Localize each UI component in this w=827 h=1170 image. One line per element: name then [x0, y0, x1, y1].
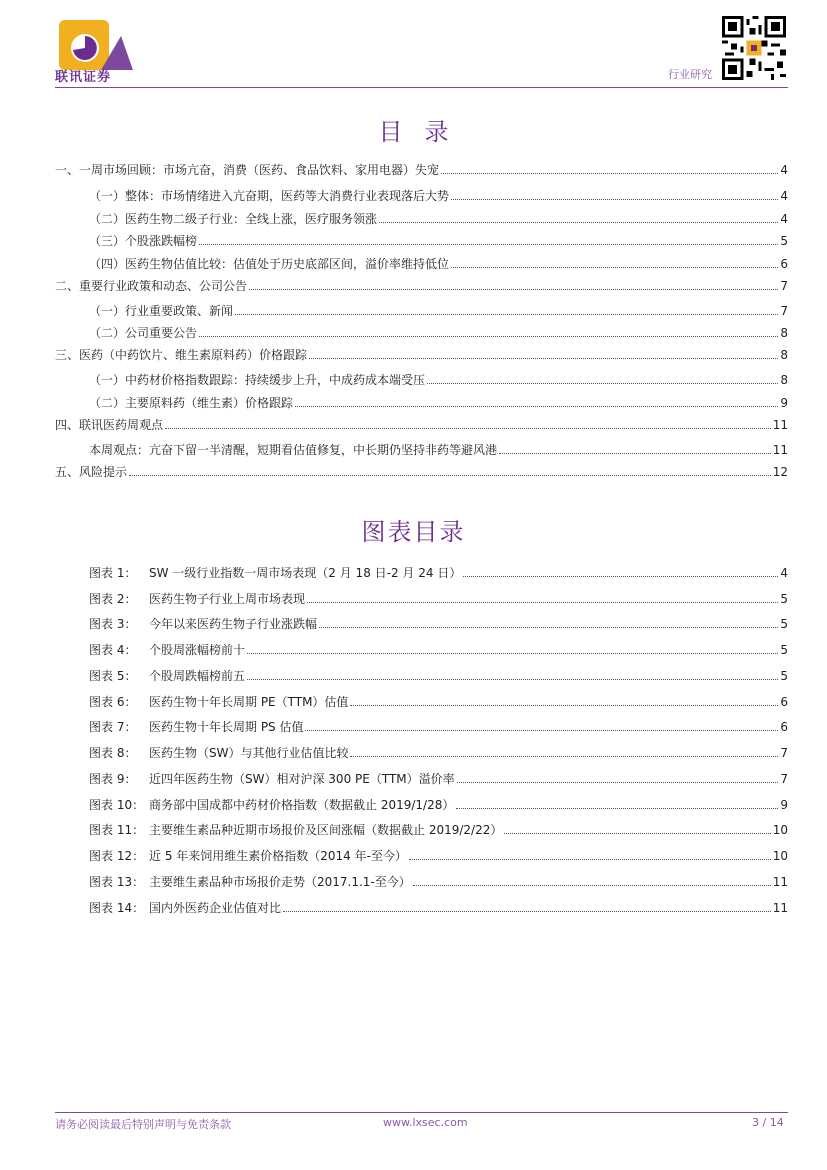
- footer-divider: [55, 1112, 788, 1113]
- qr-code-icon: [722, 16, 786, 80]
- toc-item[interactable]: 三、医药（中药饮片、维生素原料药）价格跟踪 8: [55, 348, 788, 362]
- toc-item[interactable]: （四）医药生物估值比较：估值处于历史底部区间，溢价率维持低位 6: [89, 257, 788, 271]
- page-indicator: 3 / 14: [752, 1116, 784, 1129]
- page-header: [0, 0, 827, 92]
- toc-item[interactable]: 二、重要行业政策和动态、公司公告 7: [55, 279, 788, 293]
- header-divider: [55, 87, 788, 88]
- figure-item[interactable]: 图表 3： 今年以来医药生物子行业涨跌幅 5: [89, 617, 788, 631]
- figure-item[interactable]: 图表 7： 医药生物十年长周期 PS 估值 6: [89, 720, 788, 734]
- logo-text: 联讯证券: [55, 70, 112, 85]
- figure-item[interactable]: 图表 8： 医药生物（SW）与其他行业估值比较 7: [89, 746, 788, 760]
- toc-item[interactable]: （二）公司重要公告 8: [89, 326, 788, 340]
- toc-item[interactable]: （一）中药材价格指数跟踪：持续缓步上升，中成药成本端受压 8: [89, 373, 788, 387]
- figure-item[interactable]: 图表 6： 医药生物十年长周期 PE（TTM）估值 6: [89, 695, 788, 709]
- footer-website-link[interactable]: www.lxsec.com: [383, 1116, 468, 1129]
- report-category: 行业研究: [668, 68, 712, 81]
- figure-item[interactable]: 图表 2： 医药生物子行业上周市场表现 5: [89, 592, 788, 606]
- footer-disclaimer-link[interactable]: 请务必阅读最后特别声明与免责条款: [55, 1118, 231, 1131]
- figure-item[interactable]: 图表 4： 个股周涨幅榜前十 5: [89, 643, 788, 657]
- toc-item[interactable]: （三）个股涨跌幅榜 5: [89, 234, 788, 248]
- toc-item[interactable]: 一、一周市场回顾：市场亢奋，消费（医药、食品饮料、家用电器）失宠 4: [55, 163, 788, 177]
- toc-item[interactable]: （一）整体：市场情绪进入亢奋期，医药等大消费行业表现落后大势 4: [89, 189, 788, 203]
- figure-item[interactable]: 图表 11： 主要维生素品种近期市场报价及区间涨幅（数据截止 2019/2/22） 10: [89, 823, 788, 837]
- toc-item[interactable]: 五、风险提示 12: [55, 465, 788, 479]
- figure-list-title: 图表目录: [361, 518, 466, 546]
- figure-item[interactable]: 图表 5： 个股周跌幅榜前五 5: [89, 669, 788, 683]
- figure-item[interactable]: 图表 9： 近四年医药生物（SW）相对沪深 300 PE（TTM）溢价率 7: [89, 772, 788, 786]
- figure-item[interactable]: 图表 14： 国内外医药企业估值对比 11: [89, 901, 788, 915]
- toc-item[interactable]: （一）行业重要政策、新闻 7: [89, 304, 788, 318]
- figure-item[interactable]: 图表 10： 商务部中国成都中药材价格指数（数据截止 2019/1/28） 9: [89, 798, 788, 812]
- figure-item[interactable]: 图表 1： SW 一级行业指数一周市场表现（2 月 18 日-2 月 24 日） 4: [89, 566, 788, 580]
- figure-item[interactable]: 图表 13： 主要维生素品种市场报价走势（2017.1.1-至今） 11: [89, 875, 788, 889]
- toc-item[interactable]: 本周观点：亢奋下留一半清醒，短期看估值修复，中长期仍坚持非药等避风港 11: [89, 443, 788, 457]
- toc-title: 目录: [378, 118, 471, 146]
- figure-item[interactable]: 图表 12： 近 5 年来饲用维生素价格指数（2014 年-至今） 10: [89, 849, 788, 863]
- toc-item[interactable]: （二）主要原料药（维生素）价格跟踪 9: [89, 396, 788, 410]
- toc-item[interactable]: 四、联讯医药周观点 11: [55, 418, 788, 432]
- toc-item[interactable]: （二）医药生物二级子行业：全线上涨，医疗服务领涨 4: [89, 212, 788, 226]
